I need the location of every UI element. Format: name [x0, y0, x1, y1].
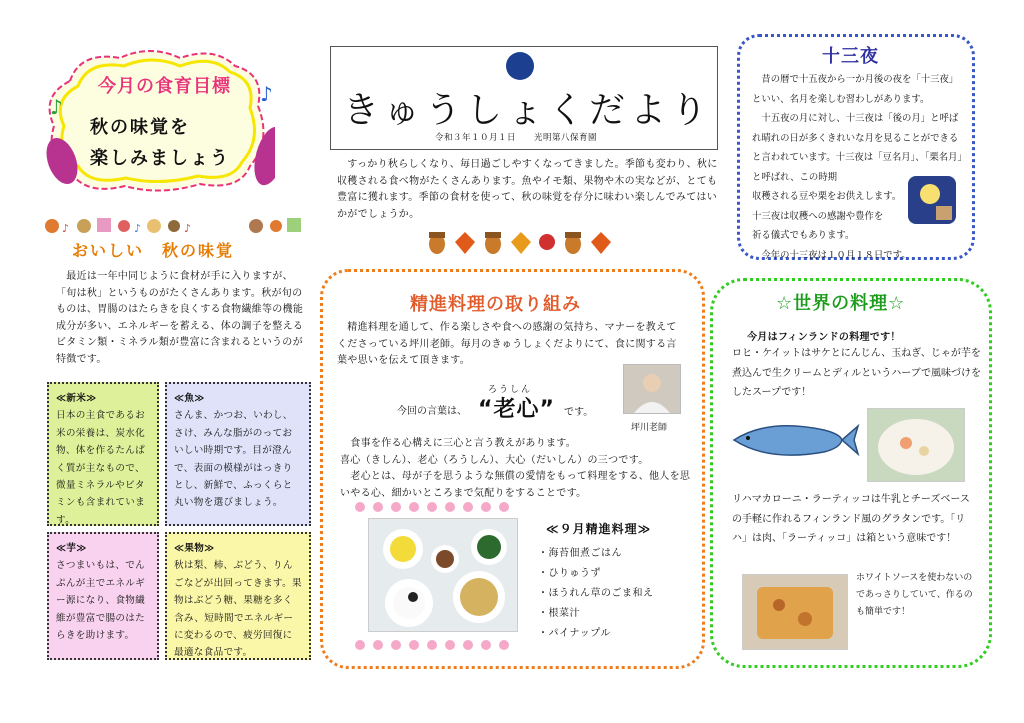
- goal-line-1: 秋の味覚を: [90, 117, 190, 138]
- menu-item: ・パイナップル: [538, 628, 611, 639]
- flower-deco-top: [352, 498, 520, 516]
- fish-text: さんま、かつお、いわし、さけ、みんな脂がのっておいしい時期です。目が澄んで、表面の模様がはっきりとし、新鮮で、ふっくらと丸い物を選びましょう。: [174, 410, 293, 509]
- svg-text:♪: ♪: [50, 95, 63, 119]
- svg-text:♪: ♪: [184, 222, 192, 235]
- word-label: 今回の言葉は、: [397, 406, 467, 417]
- newsletter-title: きゅうしょくだより: [343, 90, 713, 131]
- svg-text:♪: ♪: [62, 222, 70, 235]
- flower-deco-bottom: [352, 636, 520, 654]
- intro-paragraph: すっかり秋らしくなり、毎日過ごしやすくなってきました。季節も変わり、秋に収穫される食べ物がたくさんあります。魚やイモ類、果物や木の実などが、とても豊富に獲れます。季節の食材を使って、秋の味覚を存分に味わい楽しんでみてはいかがでしょうか。: [337, 159, 718, 220]
- issue-date-line: 令和３年１０月１日 光明第八保育園: [435, 133, 598, 143]
- lohikeitto-photo: [867, 408, 965, 482]
- menu-title: ≪９月精進料理≫: [546, 522, 652, 536]
- svg-text:♪: ♪: [260, 82, 273, 106]
- potato-text: さつまいもは、でんぷんが主でエネルギー源になり、食物繊維が豊富で腸のはたらきを助けます。: [56, 560, 146, 642]
- menu-item: ・根菜汁: [538, 608, 580, 619]
- shojin-intro: 精進料理を通して、作る楽しさや食への感謝の気持ち、マナーを教えてくださっている坪川老師。毎月のきゅうしょくだよりにて、食に関する言葉や思いを伝えて頂きます。: [337, 322, 677, 366]
- world-cuisine-subtitle: 今月はフィンランドの料理です！: [747, 332, 901, 343]
- autumn-flavor-title: おいしい 秋の味覚: [72, 241, 235, 260]
- teacher-photo: [623, 364, 681, 414]
- svg-text:♪: ♪: [134, 222, 142, 235]
- lohikeitto-text: ロヒ・ケイットはサケとにんじん、玉ねぎ、じゃが芋を煮込んで生クリームとディルというハーブで風味づけをしたスープです！: [732, 348, 981, 398]
- potato-title: ≪芋≫: [56, 543, 87, 554]
- fruit-title: ≪果物≫: [174, 543, 215, 554]
- jusanya-title: 十三夜: [822, 46, 879, 67]
- jusanya-text: 昔の暦で十五夜から一か月後の夜を「十三夜」といい、名月を楽しむ習わしがあります。 十五夜の月に対し、十三夜は「後の月」と呼ばれ晴れの日が多くきれいな月を見ることができると言われています。十三夜は「豆名月」、「栗名月」と呼ばれ、この時期 収穫される豆や栗をお供えします。 十三夜は収穫への感謝や豊作を 祈る儀式でもあります。 今年の十三夜は１０月１８日です。: [752, 74, 963, 261]
- gratin-note: ホワイトソースを使わないのであっさりしていて、作るのも簡単です！: [856, 573, 973, 617]
- shojin-title: 精進料理の取り組み: [410, 294, 581, 315]
- fish-title: ≪魚≫: [174, 393, 205, 404]
- new-rice-text: 日本の主食であるお米の栄養は、炭水化物、体を作るたんぱく質が主なもので、微量ミネラルやビタミンも含まれています。: [56, 410, 146, 526]
- word-reading: ろうしん: [488, 385, 533, 395]
- acorn-deco-row: [425, 228, 615, 256]
- autumn-deco-row: [42, 212, 312, 238]
- autumn-flavor-intro: 最近は一年中同じように食材が手に入りますが、「旬は秋」というものがたくさんあります。秋が旬のものは、胃腸のはたらきを良くする食物繊維等の機能成分が多い、エネルギーを蓄える、体の調子を整えるビタミン類・ミネラル類が豊富に含まれるというのが特徴です。: [56, 271, 304, 365]
- nursery-logo-icon: [506, 52, 534, 80]
- fruit-box: [165, 532, 311, 660]
- fruit-text: 秋は梨、柿、ぶどう、りんごなどが出回ってきます。果物はぶどう糖、果糖を多く含み、短時間でエネルギーに変わるので、疲労回復に最適な食品です。: [174, 560, 302, 659]
- world-cuisine-title: ☆世界の料理☆: [776, 293, 906, 314]
- word-of-month: “老心”: [478, 397, 555, 422]
- goal-title: 今月の食育目標: [98, 76, 231, 97]
- teacher-name: 坪川老師: [631, 423, 668, 433]
- menu-item: ・ほうれん草のごま和え: [538, 588, 654, 599]
- salmon-icon: [728, 416, 860, 462]
- makaronilaatikko-text: リハマカローニ・ラーティッコは牛乳とチーズベースの手軽に作れるフィンランド風のグラタンです。「リハ」は肉、「ラーティッコ」は箱という意味です！: [732, 494, 970, 544]
- monthly-goal-panel: [40, 46, 275, 194]
- menu-item: ・ひりゅうず: [538, 568, 601, 579]
- fish-box: [165, 382, 311, 526]
- goal-line-2: 楽しみましょう: [90, 148, 230, 169]
- menu-item: ・海苔佃煮ごはん: [538, 548, 622, 559]
- gratin-photo: [742, 574, 848, 650]
- three-minds-text: 食事を作る心構えに三心と言う教えがあります。 喜心（きしん）、老心（ろうしん）、大心（だいしん）の三つです。 老心とは、母が子を思うような無償の愛情をもって料理をする、他人を思いやる心、細かいところまで気配りをすることです。: [340, 438, 691, 499]
- new-rice-box: [47, 382, 159, 526]
- word-suffix: です。: [564, 407, 594, 418]
- shojin-meal-photo: [368, 518, 518, 632]
- new-rice-title: ≪新米≫: [56, 393, 97, 404]
- potato-box: [47, 532, 159, 660]
- moon-viewing-icon: [908, 176, 956, 224]
